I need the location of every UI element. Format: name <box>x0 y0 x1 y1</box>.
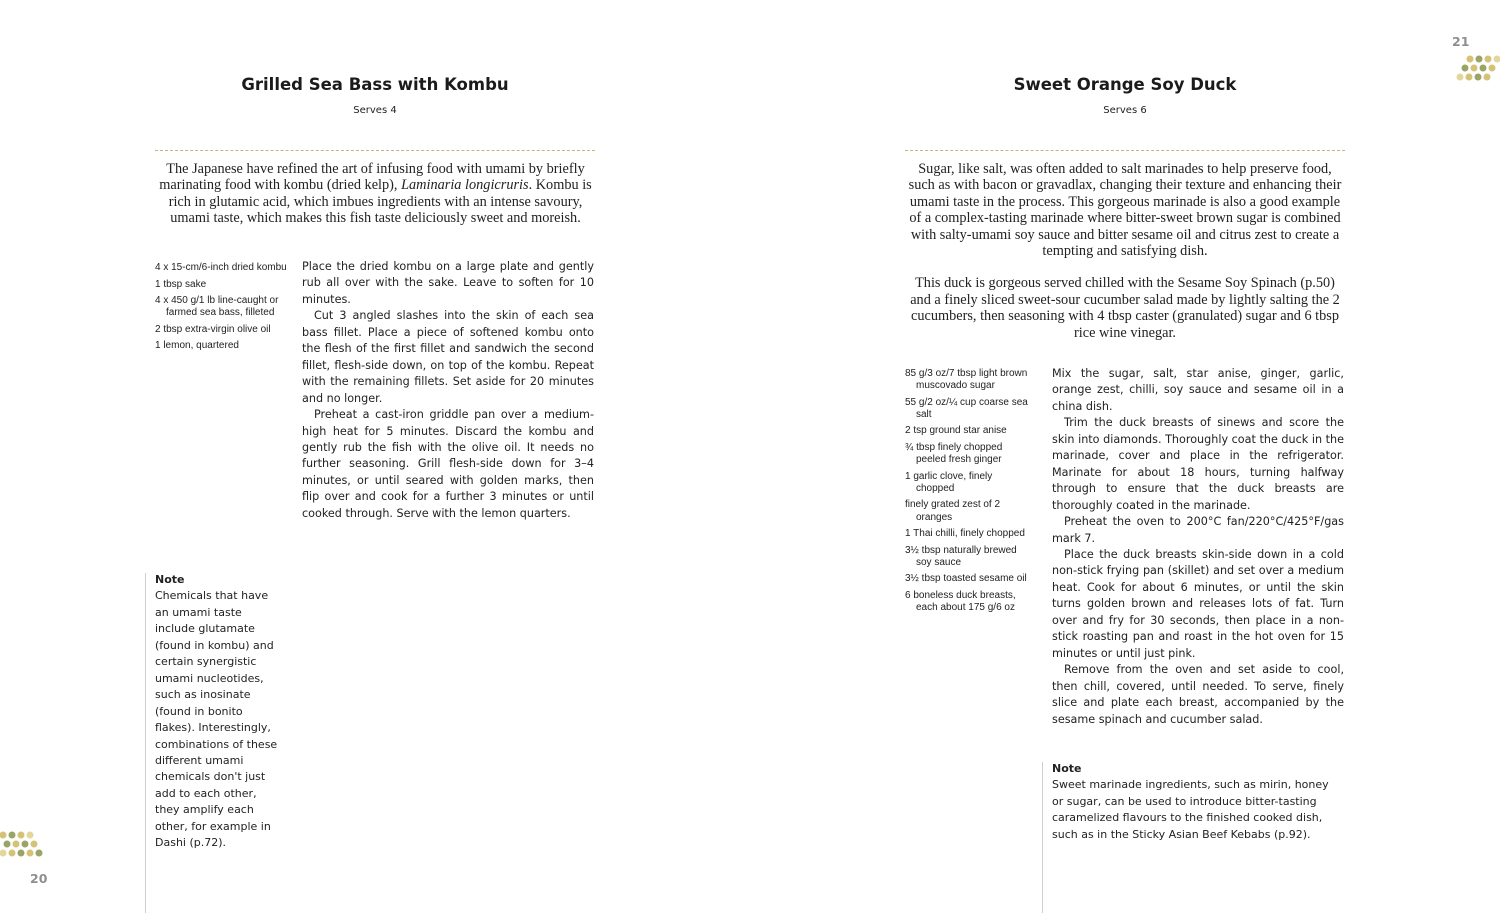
ingredient-list <box>905 368 1033 618</box>
dot-ornament-icon <box>1452 52 1500 86</box>
ingredient-item: 85 g/3 oz/7 tbsp light brown muscovado sugar <box>905 368 1028 392</box>
ingredient-item: 55 g/2 oz/¼ cup coarse sea salt <box>905 396 1028 420</box>
recipe-title: Grilled Sea Bass with Kombu <box>241 75 509 94</box>
serves-label: Serves 6 <box>1103 105 1147 116</box>
method-step: Preheat a cast-iron griddle pan over a medium-high heat for 5 minutes. Discard the kombu and gently rub the fish with the olive oil. It needs no further seasoning. Grill flesh-side down for 3–4 minutes, or until seared with golden marks, then flip over and cook for a further 3 minutes or until cooked through. Serve with the lemon quarters. <box>302 408 594 520</box>
page-number: 20 <box>30 871 48 886</box>
ingredient-item: 3½ tbsp naturally brewed soy sauce <box>905 544 1017 568</box>
intro-text: . Kombu is rich in glutamic acid, which imbues ingredients with an intense savoury, umami taste, which makes this fish taste deliciously sweet and moreish. <box>168 177 592 227</box>
recipe-intro <box>158 161 593 227</box>
method-step: Place the dried kombu on a large plate and gently rub all over with the sake. Leave to soften for 10 minutes. <box>302 260 594 306</box>
intro-paragraph: This duck is gorgeous served chilled with the Sesame Soy Spinach (p.50) and a finely sliced sweet-sour cucumber salad made by lightly salting the 2 cucumbers, then seasoning with 4 tbsp caster (granulated) sugar and 6 tbsp rice wine vinegar. <box>910 275 1340 341</box>
method-step: Mix the sugar, salt, star anise, ginger, garlic, orange zest, chilli, soy sauce and sesame oil in a china dish. <box>1052 367 1344 413</box>
ingredient-list <box>155 262 287 357</box>
recipe-title: Sweet Orange Soy Duck <box>1013 75 1237 94</box>
divider-rule <box>155 150 595 151</box>
serves-label: Serves 4 <box>353 105 397 116</box>
recipe-intro <box>905 161 1345 341</box>
note-text: Sweet marinade ingredients, such as mirin, honey or sugar, can be used to introduce bitter-tasting caramelized flavours to the finished cooked dish, such as in the Sticky Asian Beef Kebabs (p.92). <box>1052 778 1329 841</box>
method-step: Cut 3 angled slashes into the skin of each sea bass fillet. Place a piece of softened kombu onto the flesh of the first fillet and sandwich the second fillet, flesh-side down, on top of the kombu. Repeat with the remaining fillets. Set aside for 20 minutes and no longer. <box>302 309 594 405</box>
method-step: Trim the duck breasts of sinews and score the skin into diamonds. Thoroughly coat the duck in the marinade, cover and place in the refrigerator. Marinate for about 18 hours, turning halfway through to ensure that the duck breasts are thoroughly coated in the marinade. <box>1052 416 1344 512</box>
right-page <box>750 0 1500 913</box>
note-text: Chemicals that have an umami taste include glutamate (found in kombu) and certain synergistic umami nucleotides, such as inosinate (found in bonito flakes). Interestingly, combinations of these different umami chemicals don't just add to each other, they amplify each other, for example in Dashi (p.72). <box>155 589 278 850</box>
ingredient-item: 6 boneless duck breasts, each about 175 g/6 oz <box>905 589 1016 613</box>
ingredient-item: 1 Thai chilli, finely chopped <box>905 528 1025 540</box>
method-step: Place the duck breasts skin-side down in a cold non-stick frying pan (skillet) and set over a medium heat. Cook for about 6 minutes, or until the skin turns golden brown and releases lots of fat. Turn over and fry for 30 seconds, then place in a non-stick roasting pan and roast in the hot oven for 15 minutes or until just pink. <box>1052 547 1344 660</box>
intro-paragraph: Sugar, like salt, was often added to salt marinades to help preserve food, such as with bacon or gravadlax, changing their texture and enhancing their umami taste in the process. This gorgeous marinade is also a good example of a complex-tasting marinade where bitter-sweet brown sugar is combined with salty-umami soy sauce and bitter sesame oil and citrus zest to create a tempting and satisfying dish. <box>908 161 1342 260</box>
note-box <box>1052 761 1342 843</box>
divider-rule <box>905 150 1345 151</box>
intro-latin-name: Laminaria longicruris <box>401 177 529 194</box>
page-number: 21 <box>1452 34 1470 49</box>
ingredient-item: 4 x 15-cm/6-inch dried kombu <box>155 262 287 273</box>
ingredient-item: 2 tbsp extra-virgin olive oil <box>155 323 271 335</box>
ingredient-item: ¾ tbsp finely chopped peeled fresh ginger <box>905 441 1003 466</box>
ingredient-item: 1 lemon, quartered <box>155 340 239 352</box>
ingredient-item: 1 tbsp sake <box>155 278 207 290</box>
ingredient-item: 4 x 450 g/1 lb line-caught or farmed sea bass, filleted <box>155 295 279 319</box>
method-text <box>1052 366 1344 728</box>
dot-ornament-icon <box>0 830 48 864</box>
note-divider <box>1042 762 1043 913</box>
method-text <box>302 259 594 522</box>
note-box <box>155 572 283 852</box>
note-heading: Note <box>155 573 185 586</box>
note-heading: Note <box>1052 762 1082 775</box>
ingredient-item: 2 tsp ground star anise <box>905 425 1007 437</box>
note-divider <box>145 573 146 913</box>
method-step: Remove from the oven and set aside to cool, then chill, covered, until needed. To serve, finely slice and plate each breast, accompanied by the sesame spinach and cucumber salad. <box>1052 663 1344 726</box>
ingredient-item: finely grated zest of 2 oranges <box>905 499 1001 523</box>
method-step: Preheat the oven to 200°C fan/220°C/425°F/gas mark 7. <box>1052 515 1344 545</box>
intro-text: The Japanese have refined the art of infusing food with umami by briefly marinating food with kombu (dried kelp), <box>159 161 585 194</box>
ingredient-item: 1 garlic clove, finely chopped <box>905 470 993 494</box>
ingredient-item: 3½ tbsp toasted sesame oil <box>905 573 1027 585</box>
